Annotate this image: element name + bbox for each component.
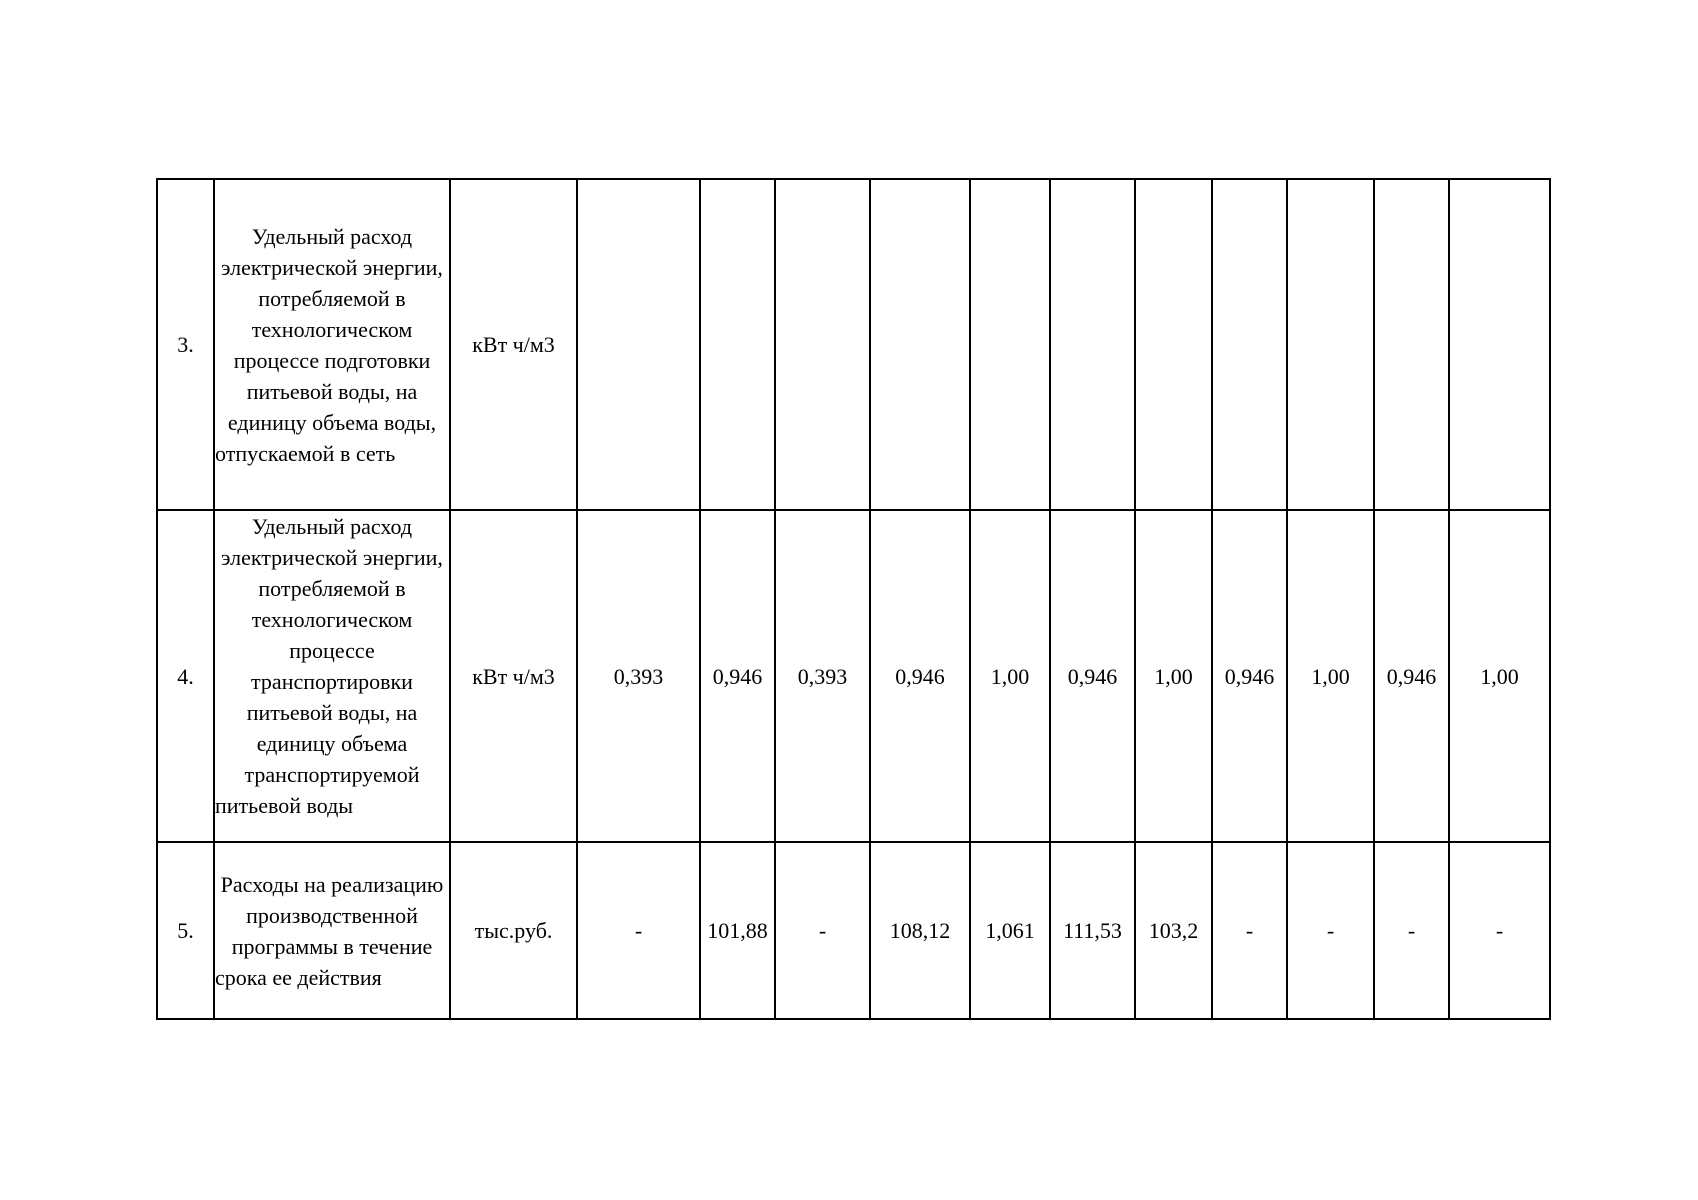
value-cell: - xyxy=(1212,842,1287,1019)
value-cell: 1,061 xyxy=(970,842,1050,1019)
table-row-4 xyxy=(157,510,1550,842)
value-cell: 0,946 xyxy=(870,510,970,842)
indicators-table xyxy=(156,178,1551,1020)
value-cell: - xyxy=(775,842,870,1019)
value-cell: 0,946 xyxy=(1212,510,1287,842)
value-cell xyxy=(970,179,1050,510)
value-cell: 0,946 xyxy=(1050,510,1135,842)
value-cell: 1,00 xyxy=(970,510,1050,842)
value-cell xyxy=(1135,179,1212,510)
value-cell xyxy=(700,179,775,510)
indicator-description: Расходы на реализацию производственной программы в течение срока ее действия xyxy=(214,842,450,1019)
value-cell: 0,946 xyxy=(700,510,775,842)
value-cell: 111,53 xyxy=(1050,842,1135,1019)
value-cell: 103,2 xyxy=(1135,842,1212,1019)
table-row-5 xyxy=(157,842,1550,1019)
value-cell xyxy=(1374,179,1449,510)
value-cell: - xyxy=(1449,842,1550,1019)
table-row-3 xyxy=(157,179,1550,510)
value-cell xyxy=(1287,179,1374,510)
unit-cell: кВт ч/м3 xyxy=(450,510,577,842)
value-cell xyxy=(870,179,970,510)
value-cell: 0,393 xyxy=(577,510,700,842)
value-cell: 0,946 xyxy=(1374,510,1449,842)
value-cell: 1,00 xyxy=(1449,510,1550,842)
value-cell: - xyxy=(577,842,700,1019)
row-number: 3. xyxy=(157,179,214,510)
indicator-description-text: Удельный расход электрической энергии, потребляемой в технологическом процессе транспортировки питьевой воды, на единицу объема транспортируемой питьевой воды xyxy=(215,514,443,818)
unit-cell: тыс.руб. xyxy=(450,842,577,1019)
row-number: 5. xyxy=(157,842,214,1019)
row-number: 4. xyxy=(157,510,214,842)
value-cell: - xyxy=(1374,842,1449,1019)
indicator-description xyxy=(214,510,450,842)
value-cell xyxy=(577,179,700,510)
unit-cell: кВт ч/м3 xyxy=(450,179,577,510)
value-cell xyxy=(1212,179,1287,510)
value-cell xyxy=(1449,179,1550,510)
indicator-description: Удельный расход электрической энергии, потребляемой в технологическом процессе подготовки питьевой воды, на единицу объема воды, отпускаемой в сеть xyxy=(214,179,450,510)
value-cell: - xyxy=(1287,842,1374,1019)
value-cell: 1,00 xyxy=(1135,510,1212,842)
value-cell: 108,12 xyxy=(870,842,970,1019)
value-cell xyxy=(1050,179,1135,510)
value-cell xyxy=(775,179,870,510)
value-cell: 0,393 xyxy=(775,510,870,842)
value-cell: 1,00 xyxy=(1287,510,1374,842)
value-cell: 101,88 xyxy=(700,842,775,1019)
